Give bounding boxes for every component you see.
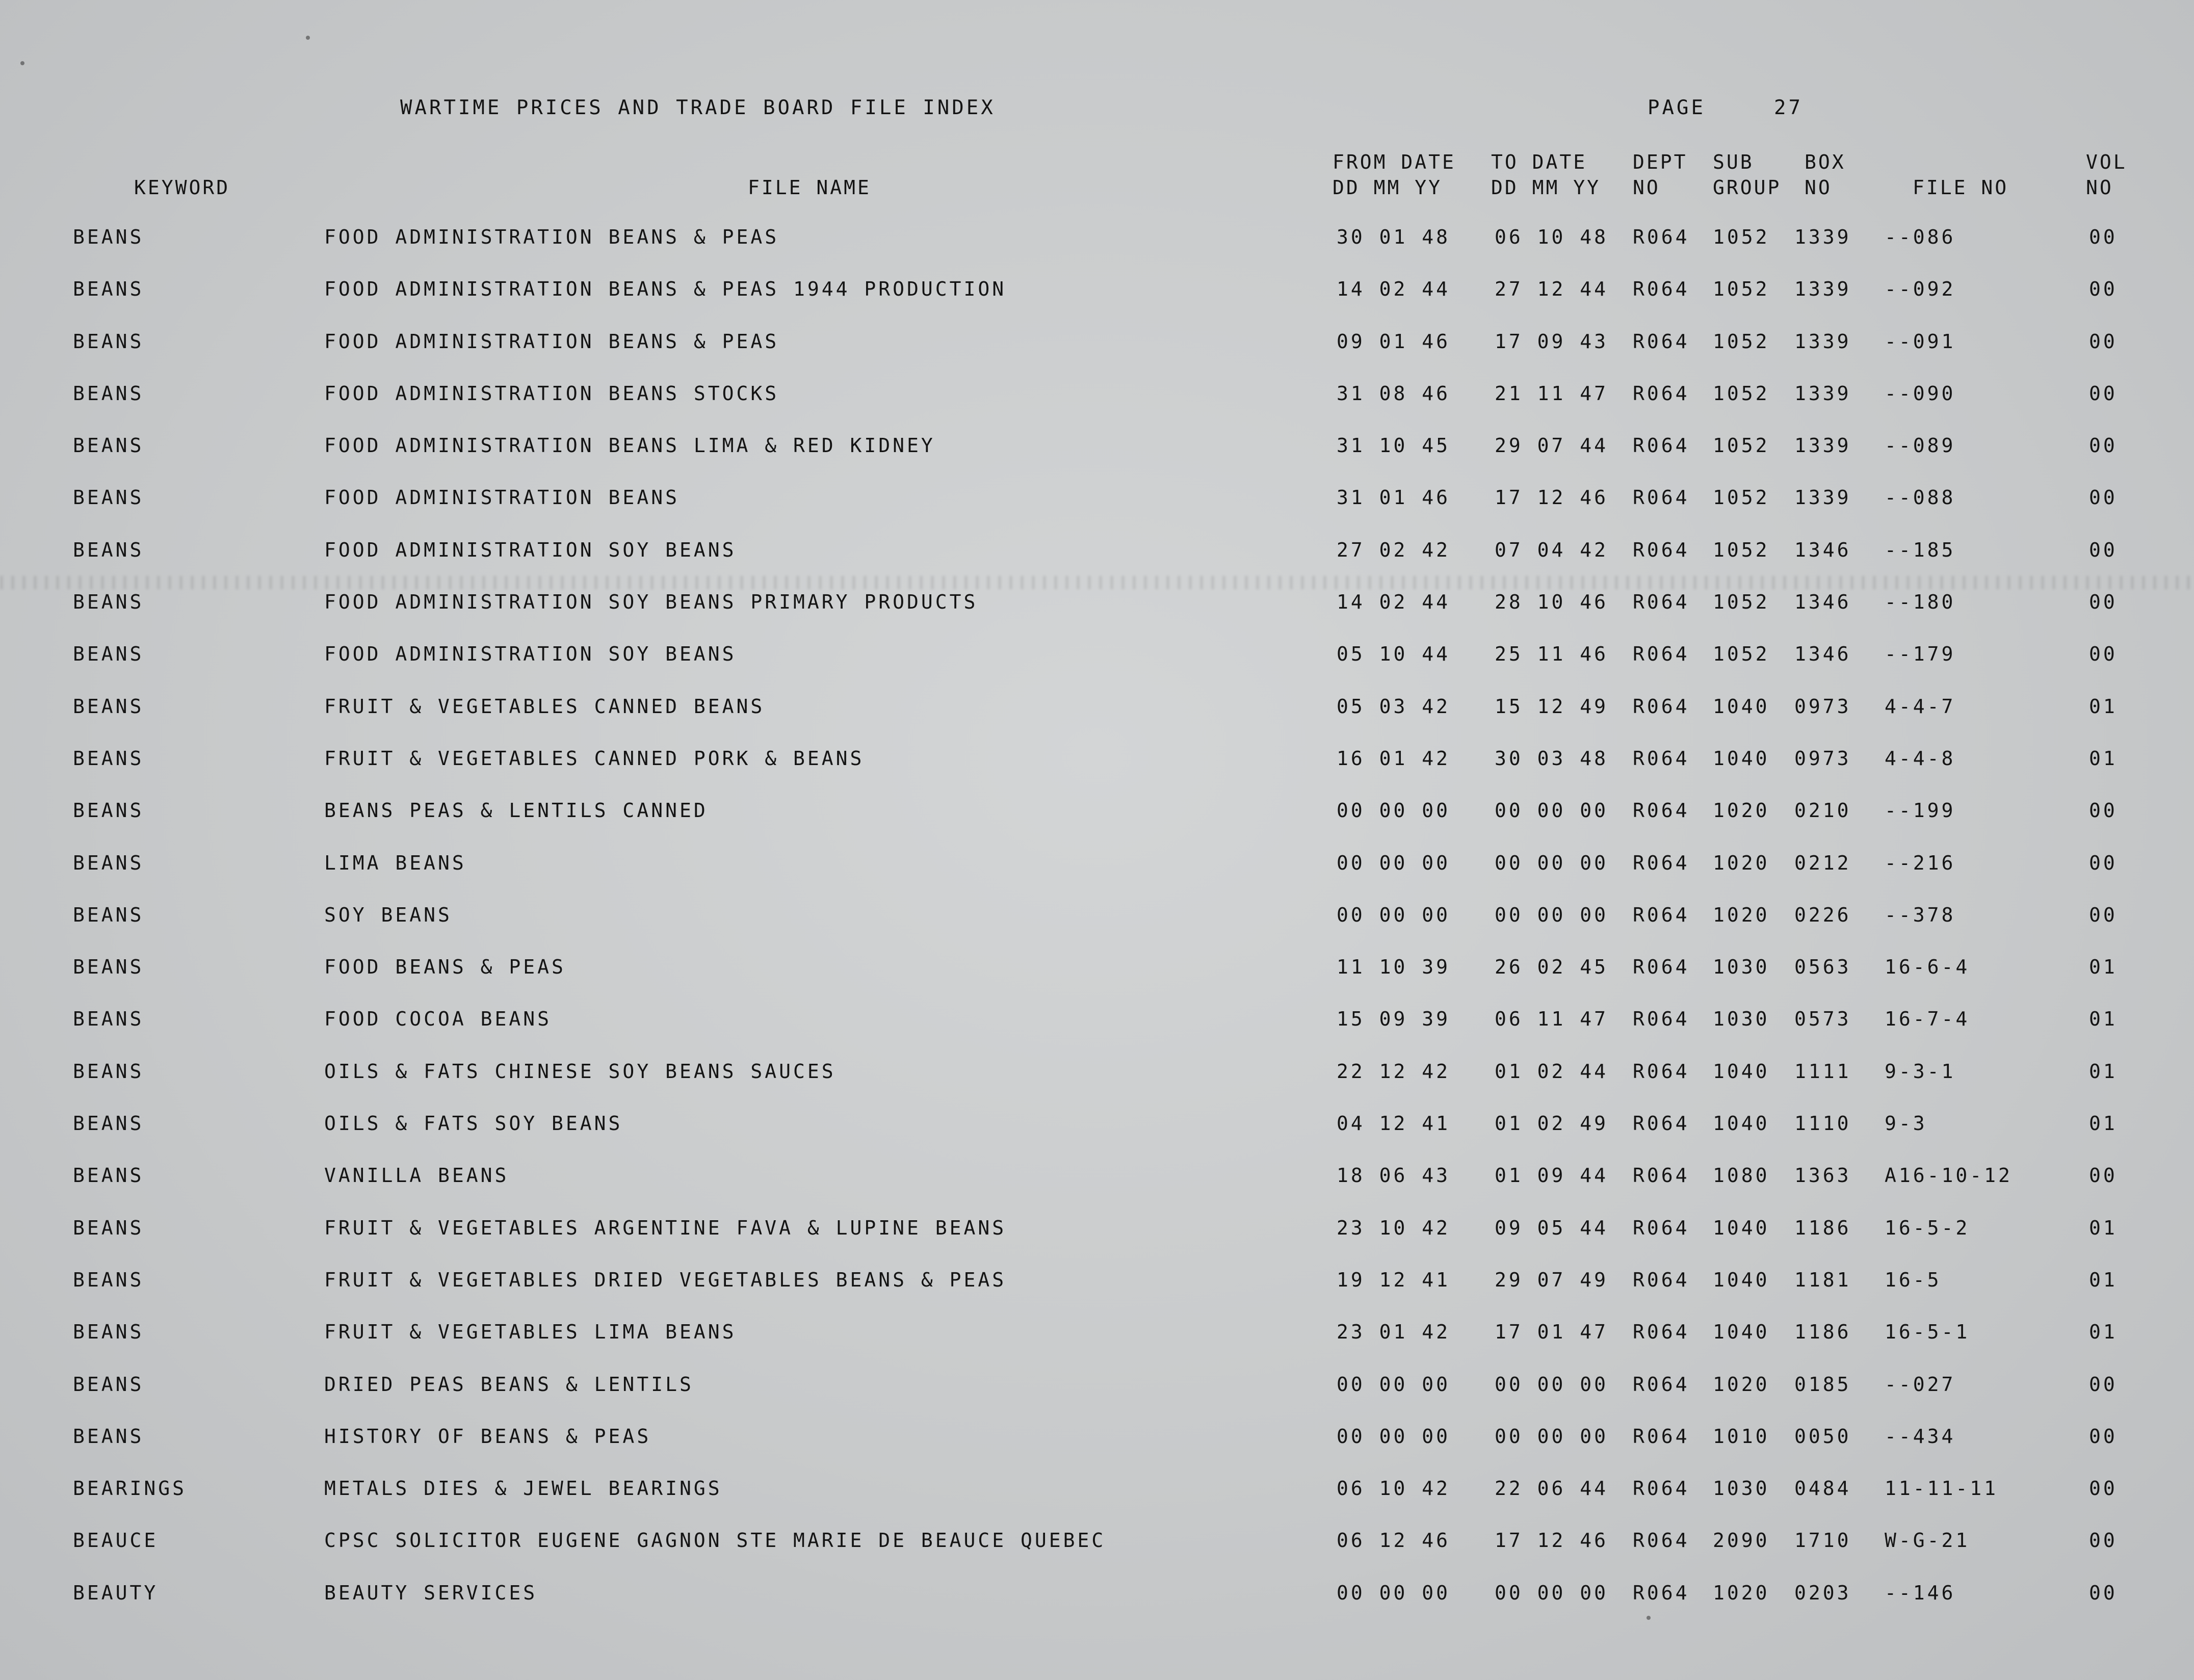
row-to-date: 17 12 46	[1495, 486, 1609, 509]
row-file-name: FOOD ADMINISTRATION BEANS LIMA & RED KIDNEY	[324, 434, 935, 457]
row-to-date: 00 00 00	[1495, 1373, 1609, 1396]
row-to-date: 00 00 00	[1495, 851, 1609, 874]
row-from-date: 11 10 39	[1337, 956, 1451, 979]
row-vol-no: 00	[2089, 591, 2118, 614]
row-from-date: 23 10 42	[1337, 1216, 1451, 1239]
row-file-no: --027	[1885, 1373, 1956, 1396]
row-keyword: BEANS	[73, 538, 144, 561]
row-sub-group: 1052	[1713, 486, 1770, 509]
row-dept-no: R064	[1633, 382, 1690, 405]
row-file-no: 4-4-8	[1885, 747, 1956, 770]
row-vol-no: 00	[2089, 1477, 2118, 1500]
row-keyword: BEANS	[73, 1060, 144, 1083]
row-file-name: FOOD COCOA BEANS	[324, 1008, 552, 1031]
table-row	[0, 1166, 2194, 1218]
row-dept-no: R064	[1633, 956, 1690, 979]
row-file-no: A16-10-12	[1885, 1164, 2013, 1187]
row-from-date: 14 02 44	[1337, 278, 1451, 301]
row-box-no: 1181	[1794, 1268, 1851, 1291]
row-to-date: 17 01 47	[1495, 1321, 1609, 1344]
row-keyword: BEANS	[73, 903, 144, 926]
row-file-no: 16-7-4	[1885, 1008, 1970, 1031]
row-keyword: BEARINGS	[73, 1477, 187, 1500]
col-header-vol: VOL	[2086, 151, 2127, 173]
row-vol-no: 01	[2089, 956, 2118, 979]
row-file-name: FOOD ADMINISTRATION SOY BEANS PRIMARY PRODUCTS	[324, 591, 978, 614]
row-file-name: FRUIT & VEGETABLES CANNED PORK & BEANS	[324, 747, 865, 770]
row-file-no: --091	[1885, 330, 1956, 353]
row-to-date: 28 10 46	[1495, 591, 1609, 614]
row-vol-no: 00	[2089, 434, 2118, 457]
row-from-date: 27 02 42	[1337, 538, 1451, 561]
row-box-no: 1186	[1794, 1216, 1851, 1239]
row-box-no: 0484	[1794, 1477, 1851, 1500]
table-row	[0, 957, 2194, 1009]
row-dept-no: R064	[1633, 851, 1690, 874]
row-file-name: FRUIT & VEGETABLES LIMA BEANS	[324, 1321, 737, 1344]
table-row	[0, 1427, 2194, 1479]
row-file-no: --180	[1885, 591, 1956, 614]
row-file-name: BEANS PEAS & LENTILS CANNED	[324, 799, 708, 822]
row-vol-no: 00	[2089, 226, 2118, 248]
row-file-no: --378	[1885, 903, 1956, 926]
row-to-date: 25 11 46	[1495, 643, 1609, 666]
row-dept-no: R064	[1633, 1216, 1690, 1239]
row-sub-group: 1040	[1713, 1060, 1770, 1083]
row-sub-group: 1020	[1713, 903, 1770, 926]
row-file-no: 16-6-4	[1885, 956, 1970, 979]
row-to-date: 29 07 44	[1495, 434, 1609, 457]
row-box-no: 1339	[1794, 434, 1851, 457]
row-sub-group: 1040	[1713, 695, 1770, 718]
row-from-date: 00 00 00	[1337, 1373, 1451, 1396]
row-file-no: --216	[1885, 851, 1956, 874]
row-file-name: METALS DIES & JEWEL BEARINGS	[324, 1477, 722, 1500]
row-sub-group: 1052	[1713, 538, 1770, 561]
row-sub-group: 1020	[1713, 799, 1770, 822]
row-to-date: 22 06 44	[1495, 1477, 1609, 1500]
table-row	[0, 279, 2194, 331]
row-keyword: BEANS	[73, 1164, 144, 1187]
table-row	[0, 1270, 2194, 1322]
row-keyword: BEAUTY	[73, 1581, 159, 1604]
row-keyword: BEANS	[73, 851, 144, 874]
row-box-no: 0973	[1794, 747, 1851, 770]
row-file-no: --088	[1885, 486, 1956, 509]
row-keyword: BEANS	[73, 1321, 144, 1344]
row-sub-group: 1020	[1713, 1373, 1770, 1396]
row-vol-no: 01	[2089, 1268, 2118, 1291]
row-keyword: BEANS	[73, 695, 144, 718]
row-dept-no: R064	[1633, 278, 1690, 301]
row-file-no: 16-5-1	[1885, 1321, 1970, 1344]
row-file-no: 9-3	[1885, 1112, 1927, 1135]
row-dept-no: R064	[1633, 1268, 1690, 1291]
row-sub-group: 1030	[1713, 956, 1770, 979]
row-keyword: BEANS	[73, 486, 144, 509]
row-from-date: 00 00 00	[1337, 903, 1451, 926]
row-file-name: FOOD ADMINISTRATION SOY BEANS	[324, 643, 737, 666]
row-from-date: 00 00 00	[1337, 1425, 1451, 1448]
row-box-no: 0212	[1794, 851, 1851, 874]
row-dept-no: R064	[1633, 1425, 1690, 1448]
row-to-date: 29 07 49	[1495, 1268, 1609, 1291]
row-sub-group: 1040	[1713, 1321, 1770, 1344]
row-sub-group: 1040	[1713, 747, 1770, 770]
row-box-no: 1110	[1794, 1112, 1851, 1135]
row-box-no: 1346	[1794, 643, 1851, 666]
row-sub-group: 1052	[1713, 226, 1770, 248]
col-header-dept: DEPT	[1633, 151, 1688, 173]
row-keyword: BEANS	[73, 1216, 144, 1239]
row-file-no: --199	[1885, 799, 1956, 822]
col-header-file-no: FILE NO	[1913, 176, 2009, 199]
row-file-name: FOOD ADMINISTRATION SOY BEANS	[324, 538, 737, 561]
row-box-no: 0210	[1794, 799, 1851, 822]
row-file-name: FOOD ADMINISTRATION BEANS & PEAS	[324, 226, 779, 248]
row-keyword: BEANS	[73, 1373, 144, 1396]
row-file-no: --179	[1885, 643, 1956, 666]
row-file-name: HISTORY OF BEANS & PEAS	[324, 1425, 651, 1448]
row-sub-group: 1040	[1713, 1216, 1770, 1239]
row-dept-no: R064	[1633, 799, 1690, 822]
row-dept-no: R064	[1633, 1581, 1690, 1604]
row-to-date: 01 09 44	[1495, 1164, 1609, 1187]
row-from-date: 04 12 41	[1337, 1112, 1451, 1135]
row-dept-no: R064	[1633, 643, 1690, 666]
row-vol-no: 00	[2089, 278, 2118, 301]
row-file-name: FRUIT & VEGETABLES DRIED VEGETABLES BEANS & PEAS	[324, 1268, 1007, 1291]
row-dept-no: R064	[1633, 1060, 1690, 1083]
row-dept-no: R064	[1633, 330, 1690, 353]
document-title: WARTIME PRICES AND TRADE BOARD FILE INDEX	[400, 96, 996, 119]
row-from-date: 19 12 41	[1337, 1268, 1451, 1291]
table-row	[0, 1322, 2194, 1374]
table-row	[0, 1479, 2194, 1531]
row-from-date: 06 12 46	[1337, 1529, 1451, 1552]
table-row	[0, 853, 2194, 905]
row-file-no: --092	[1885, 278, 1956, 301]
row-to-date: 15 12 49	[1495, 695, 1609, 718]
row-to-date: 01 02 49	[1495, 1112, 1609, 1135]
row-box-no: 1363	[1794, 1164, 1851, 1187]
row-from-date: 00 00 00	[1337, 1581, 1451, 1604]
table-row	[0, 592, 2194, 644]
col-header-vol-no: NO	[2086, 176, 2113, 199]
table-row	[0, 332, 2194, 384]
row-box-no: 1339	[1794, 278, 1851, 301]
row-sub-group: 1010	[1713, 1425, 1770, 1448]
row-box-no: 0973	[1794, 695, 1851, 718]
row-box-no: 0185	[1794, 1373, 1851, 1396]
row-to-date: 00 00 00	[1495, 799, 1609, 822]
row-file-name: OILS & FATS SOY BEANS	[324, 1112, 623, 1135]
row-vol-no: 00	[2089, 538, 2118, 561]
row-keyword: BEANS	[73, 1268, 144, 1291]
row-sub-group: 1040	[1713, 1112, 1770, 1135]
row-file-no: --090	[1885, 382, 1956, 405]
row-vol-no: 00	[2089, 1164, 2118, 1187]
row-file-name: FOOD ADMINISTRATION BEANS & PEAS 1944 PRODUCTION	[324, 278, 1007, 301]
row-sub-group: 1052	[1713, 591, 1770, 614]
col-header-dept-no: NO	[1633, 176, 1660, 199]
row-from-date: 22 12 42	[1337, 1060, 1451, 1083]
table-row	[0, 488, 2194, 540]
row-box-no: 1339	[1794, 486, 1851, 509]
row-file-no: W-G-21	[1885, 1529, 1970, 1552]
row-file-no: 16-5-2	[1885, 1216, 1970, 1239]
row-box-no: 1111	[1794, 1060, 1851, 1083]
row-from-date: 18 06 43	[1337, 1164, 1451, 1187]
row-sub-group: 1040	[1713, 1268, 1770, 1291]
row-vol-no: 00	[2089, 851, 2118, 874]
row-dept-no: R064	[1633, 591, 1690, 614]
row-keyword: BEAUCE	[73, 1529, 159, 1552]
row-vol-no: 01	[2089, 1060, 2118, 1083]
row-vol-no: 01	[2089, 747, 2118, 770]
row-vol-no: 00	[2089, 486, 2118, 509]
table-row	[0, 644, 2194, 696]
row-file-no: --146	[1885, 1581, 1956, 1604]
row-file-name: VANILLA BEANS	[324, 1164, 509, 1187]
row-file-name: FOOD ADMINISTRATION BEANS	[324, 486, 680, 509]
row-to-date: 00 00 00	[1495, 1425, 1609, 1448]
row-to-date: 17 09 43	[1495, 330, 1609, 353]
row-file-name: LIMA BEANS	[324, 851, 466, 874]
row-file-no: --185	[1885, 538, 1956, 561]
row-keyword: BEANS	[73, 591, 144, 614]
row-box-no: 1339	[1794, 330, 1851, 353]
row-vol-no: 00	[2089, 330, 2118, 353]
row-vol-no: 01	[2089, 1008, 2118, 1031]
table-row	[0, 1531, 2194, 1583]
col-header-group: GROUP	[1713, 176, 1782, 199]
table-row	[0, 697, 2194, 749]
row-file-name: FOOD ADMINISTRATION BEANS & PEAS	[324, 330, 779, 353]
row-keyword: BEANS	[73, 330, 144, 353]
row-dept-no: R064	[1633, 1529, 1690, 1552]
col-header-to-date: TO DATE	[1491, 151, 1587, 173]
row-vol-no: 00	[2089, 643, 2118, 666]
col-header-to-ddmmyy: DD MM YY	[1491, 176, 1601, 199]
row-keyword: BEANS	[73, 799, 144, 822]
table-row	[0, 749, 2194, 801]
row-sub-group: 1030	[1713, 1008, 1770, 1031]
row-dept-no: R064	[1633, 538, 1690, 561]
row-vol-no: 00	[2089, 1373, 2118, 1396]
row-to-date: 30 03 48	[1495, 747, 1609, 770]
row-from-date: 09 01 46	[1337, 330, 1451, 353]
row-keyword: BEANS	[73, 1112, 144, 1135]
row-box-no: 1346	[1794, 538, 1851, 561]
row-to-date: 07 04 42	[1495, 538, 1609, 561]
col-header-from-ddmmyy: DD MM YY	[1333, 176, 1443, 199]
row-vol-no: 01	[2089, 1321, 2118, 1344]
table-row	[0, 1114, 2194, 1166]
row-from-date: 30 01 48	[1337, 226, 1451, 248]
row-from-date: 23 01 42	[1337, 1321, 1451, 1344]
table-row	[0, 1009, 2194, 1061]
table-row	[0, 905, 2194, 957]
row-sub-group: 1052	[1713, 643, 1770, 666]
table-row	[0, 384, 2194, 436]
row-vol-no: 01	[2089, 1216, 2118, 1239]
table-row	[0, 1218, 2194, 1270]
row-box-no: 1339	[1794, 226, 1851, 248]
row-box-no: 0050	[1794, 1425, 1851, 1448]
row-to-date: 26 02 45	[1495, 956, 1609, 979]
row-sub-group: 1052	[1713, 382, 1770, 405]
row-dept-no: R064	[1633, 1373, 1690, 1396]
row-box-no: 1339	[1794, 382, 1851, 405]
row-keyword: BEANS	[73, 382, 144, 405]
row-file-no: --089	[1885, 434, 1956, 457]
row-file-name: FRUIT & VEGETABLES CANNED BEANS	[324, 695, 765, 718]
row-keyword: BEANS	[73, 643, 144, 666]
row-from-date: 31 01 46	[1337, 486, 1451, 509]
row-file-no: --086	[1885, 226, 1956, 248]
row-from-date: 15 09 39	[1337, 1008, 1451, 1031]
row-vol-no: 01	[2089, 695, 2118, 718]
table-row	[0, 801, 2194, 853]
col-header-file-name: FILE NAME	[748, 176, 871, 199]
row-from-date: 05 10 44	[1337, 643, 1451, 666]
row-dept-no: R064	[1633, 1477, 1690, 1500]
row-dept-no: R064	[1633, 1321, 1690, 1344]
row-from-date: 05 03 42	[1337, 695, 1451, 718]
row-to-date: 00 00 00	[1495, 1581, 1609, 1604]
scan-speck	[306, 36, 310, 40]
table-row	[0, 1375, 2194, 1427]
row-to-date: 27 12 44	[1495, 278, 1609, 301]
row-to-date: 06 10 48	[1495, 226, 1609, 248]
row-file-name: FRUIT & VEGETABLES ARGENTINE FAVA & LUPINE BEANS	[324, 1216, 1007, 1239]
row-keyword: BEANS	[73, 1425, 144, 1448]
row-vol-no: 00	[2089, 799, 2118, 822]
row-from-date: 31 08 46	[1337, 382, 1451, 405]
row-keyword: BEANS	[73, 434, 144, 457]
table-row	[0, 1583, 2194, 1635]
row-box-no: 0563	[1794, 956, 1851, 979]
row-dept-no: R064	[1633, 226, 1690, 248]
row-sub-group: 1052	[1713, 434, 1770, 457]
row-to-date: 21 11 47	[1495, 382, 1609, 405]
row-keyword: BEANS	[73, 226, 144, 248]
row-dept-no: R064	[1633, 434, 1690, 457]
row-file-no: 16-5	[1885, 1268, 1942, 1291]
row-dept-no: R064	[1633, 1008, 1690, 1031]
row-keyword: BEANS	[73, 278, 144, 301]
row-vol-no: 00	[2089, 1425, 2118, 1448]
row-vol-no: 00	[2089, 1529, 2118, 1552]
row-to-date: 00 00 00	[1495, 903, 1609, 926]
row-sub-group: 1052	[1713, 330, 1770, 353]
row-from-date: 00 00 00	[1337, 851, 1451, 874]
row-file-name: FOOD ADMINISTRATION BEANS STOCKS	[324, 382, 779, 405]
row-file-name: BEAUTY SERVICES	[324, 1581, 538, 1604]
row-to-date: 17 12 46	[1495, 1529, 1609, 1552]
row-box-no: 1346	[1794, 591, 1851, 614]
row-keyword: BEANS	[73, 956, 144, 979]
row-file-no: --434	[1885, 1425, 1956, 1448]
row-dept-no: R064	[1633, 903, 1690, 926]
row-file-name: OILS & FATS CHINESE SOY BEANS SAUCES	[324, 1060, 836, 1083]
col-header-box: BOX	[1805, 151, 1846, 173]
col-header-keyword: KEYWORD	[134, 176, 230, 199]
row-from-date: 31 10 45	[1337, 434, 1451, 457]
row-dept-no: R064	[1633, 486, 1690, 509]
row-box-no: 0573	[1794, 1008, 1851, 1031]
row-vol-no: 01	[2089, 1112, 2118, 1135]
row-box-no: 0203	[1794, 1581, 1851, 1604]
row-sub-group: 1020	[1713, 1581, 1770, 1604]
table-row	[0, 436, 2194, 488]
scan-speck	[20, 61, 24, 65]
page-number: 27	[1774, 96, 1803, 119]
row-keyword: BEANS	[73, 747, 144, 770]
row-file-no: 11-11-11	[1885, 1477, 1999, 1500]
row-dept-no: R064	[1633, 747, 1690, 770]
row-from-date: 00 00 00	[1337, 799, 1451, 822]
row-sub-group: 1052	[1713, 278, 1770, 301]
row-box-no: 1710	[1794, 1529, 1851, 1552]
row-dept-no: R064	[1633, 1112, 1690, 1135]
row-file-no: 4-4-7	[1885, 695, 1956, 718]
row-to-date: 06 11 47	[1495, 1008, 1609, 1031]
row-file-name: SOY BEANS	[324, 903, 452, 926]
table-row	[0, 1062, 2194, 1114]
row-sub-group: 1020	[1713, 851, 1770, 874]
row-vol-no: 00	[2089, 382, 2118, 405]
row-from-date: 14 02 44	[1337, 591, 1451, 614]
row-keyword: BEANS	[73, 1008, 144, 1031]
row-to-date: 01 02 44	[1495, 1060, 1609, 1083]
row-to-date: 09 05 44	[1495, 1216, 1609, 1239]
table-row	[0, 540, 2194, 592]
row-file-name: FOOD BEANS & PEAS	[324, 956, 566, 979]
row-sub-group: 2090	[1713, 1529, 1770, 1552]
row-file-name: DRIED PEAS BEANS & LENTILS	[324, 1373, 694, 1396]
row-from-date: 06 10 42	[1337, 1477, 1451, 1500]
row-file-name: CPSC SOLICITOR EUGENE GAGNON STE MARIE DE BEAUCE QUEBEC	[324, 1529, 1106, 1552]
row-dept-no: R064	[1633, 695, 1690, 718]
col-header-sub: SUB	[1713, 151, 1754, 173]
row-sub-group: 1080	[1713, 1164, 1770, 1187]
row-from-date: 16 01 42	[1337, 747, 1451, 770]
col-header-box-no: NO	[1805, 176, 1832, 199]
row-vol-no: 00	[2089, 1581, 2118, 1604]
row-file-no: 9-3-1	[1885, 1060, 1956, 1083]
row-vol-no: 00	[2089, 903, 2118, 926]
table-row	[0, 227, 2194, 279]
row-dept-no: R064	[1633, 1164, 1690, 1187]
row-box-no: 0226	[1794, 903, 1851, 926]
row-box-no: 1186	[1794, 1321, 1851, 1344]
page-label: PAGE	[1648, 96, 1706, 119]
index-table-body	[0, 227, 2194, 1635]
col-header-from-date: FROM DATE	[1333, 151, 1456, 173]
row-sub-group: 1030	[1713, 1477, 1770, 1500]
